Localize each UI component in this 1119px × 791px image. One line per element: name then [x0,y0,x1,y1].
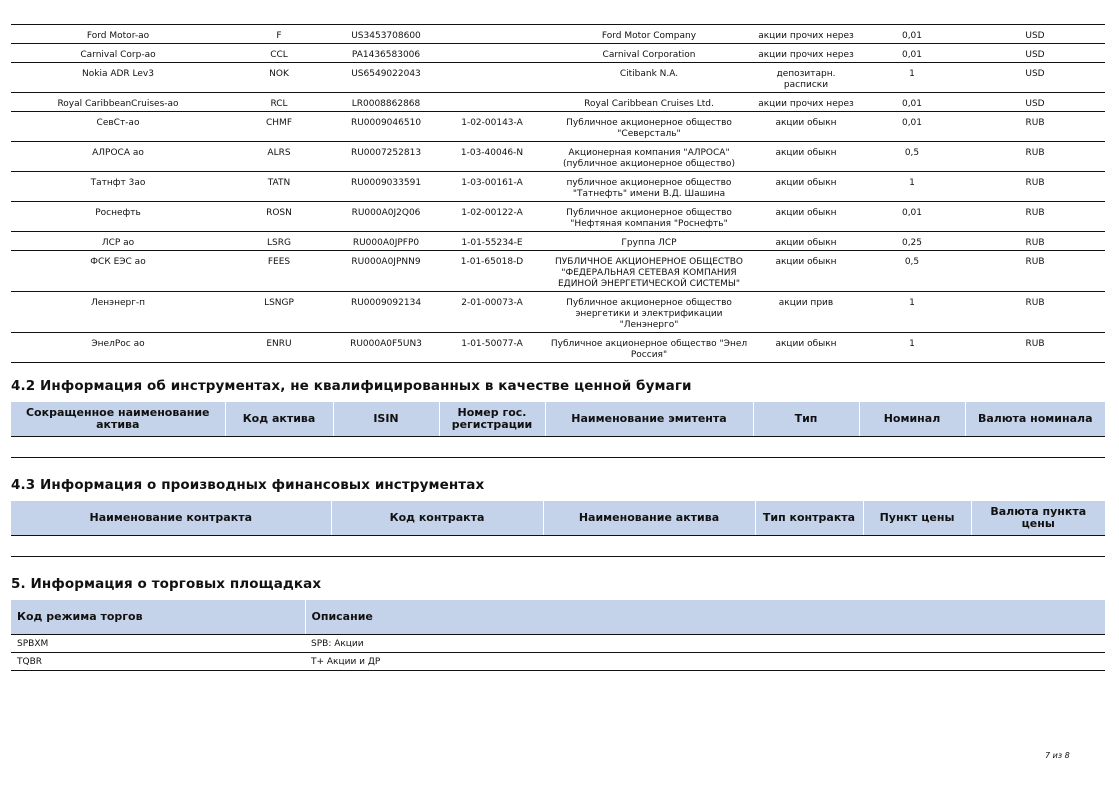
table-row [11,333,1105,363]
asset-type: акции обыкн [753,142,859,172]
table-row [11,232,1105,251]
registration-number [439,63,545,93]
col-header: Описание [305,600,1105,634]
asset-short-name: ФСК ЕЭС ао [11,251,225,292]
isin: RU0009092134 [333,292,439,333]
col-header: Наименование контракта [89,511,252,524]
assets-table-block [11,24,1105,363]
isin: RU000A0JPFP0 [333,232,439,251]
nominal-currency: RUB [965,333,1105,363]
asset-short-name: ЛСР ао [11,232,225,251]
issuer-name: Citibank N.A. [545,63,753,93]
venue-code: SPBXM [11,635,305,653]
nominal: 0,25 [859,232,965,251]
issuer-name: Акционерная компания "АЛРОСА" (публичное акционерное общество) [545,142,753,172]
col-header: Наименование актива [543,501,755,535]
issuer-name: Carnival Corporation [545,44,753,63]
col-header: Тип [753,402,859,436]
asset-short-name: Ford Motor-ао [11,25,225,44]
asset-type: акции обыкн [753,333,859,363]
asset-code: TATN [225,172,333,202]
issuer-name: Публичное акционерное общество "Нефтяная компания "Роснефть" [545,202,753,232]
asset-type: акции обыкн [753,232,859,251]
asset-short-name: ЭнелРос ао [11,333,225,363]
section-5-table [11,600,1105,671]
nominal: 0,01 [859,112,965,142]
issuer-name: публичное акционерное общество "Татнефть" имени В.Д. Шашина [545,172,753,202]
nominal: 0,01 [859,44,965,63]
col-header: Код контракта [331,501,543,535]
venue-description: SPB: Акции [305,635,1105,653]
nominal-currency: RUB [965,142,1105,172]
table-row [11,292,1105,333]
asset-type: акции обыкн [753,112,859,142]
section-5-title: 5. Информация о торговых площадках [11,576,322,592]
table-row [11,93,1105,112]
nominal: 0,5 [859,142,965,172]
registration-number: 1-02-00122-A [439,202,545,232]
section-4-3-title: 4.3 Информация о производных финансовых инструментах [11,477,485,493]
asset-type: акции прочих нерез [753,25,859,44]
issuer-name: Группа ЛСР [545,232,753,251]
table-row [11,44,1105,63]
nominal-currency: USD [965,63,1105,93]
asset-type: акции обыкн [753,251,859,292]
asset-code: F [225,25,333,44]
isin: RU000A0F5UN3 [333,333,439,363]
col-header: Сокращенное наименование актива [25,406,210,431]
table-row [11,202,1105,232]
col-header: Наименование эмитента [545,402,753,436]
issuer-name: Royal Caribbean Cruises Ltd. [545,93,753,112]
page-number: 7 из 8 [1045,751,1070,760]
empty-row [11,437,1105,458]
asset-type: депозитарн. расписки [753,63,859,93]
nominal-currency: RUB [965,292,1105,333]
registration-number: 1-03-40046-N [439,142,545,172]
asset-type: акции обыкн [753,202,859,232]
issuer-name: Публичное акционерное общество "Энел Россия" [545,333,753,363]
registration-number: 1-03-00161-A [439,172,545,202]
table-row [11,653,1105,671]
col-header: Валюта номинала [965,402,1105,436]
asset-code: LSNGP [225,292,333,333]
asset-code: CCL [225,44,333,63]
isin: RU0009033591 [333,172,439,202]
registration-number: 2-01-00073-A [439,292,545,333]
isin: US6549022043 [333,63,439,93]
registration-number: 1-01-50077-A [439,333,545,363]
asset-short-name: СевСт-ао [11,112,225,142]
asset-code: NOK [225,63,333,93]
registration-number [439,25,545,44]
asset-code: CHMF [225,112,333,142]
isin: RU0007252813 [333,142,439,172]
registration-number: 1-02-00143-A [439,112,545,142]
table-row [11,635,1105,653]
nominal: 0,01 [859,202,965,232]
isin: RU0009046510 [333,112,439,142]
col-header: Код актива [225,402,333,436]
table-row [11,142,1105,172]
asset-type: акции прив [753,292,859,333]
asset-code: FEES [225,251,333,292]
asset-code: ALRS [225,142,333,172]
issuer-name: Публичное акционерное общество энергетики и электрификации "Ленэнерго" [545,292,753,333]
registration-number [439,44,545,63]
asset-short-name: Carnival Corp-ао [11,44,225,63]
nominal-currency: RUB [965,172,1105,202]
nominal-currency: RUB [965,112,1105,142]
table-row [11,172,1105,202]
table-row [11,251,1105,292]
assets-table [11,24,1105,363]
venue-description: T+ Акции и ДР [305,653,1105,671]
issuer-name: ПУБЛИЧНОЕ АКЦИОНЕРНОЕ ОБЩЕСТВО "ФЕДЕРАЛЬНАЯ СЕТЕВАЯ КОМПАНИЯ ЕДИНОЙ ЭНЕРГЕТИЧЕСКОЙ СИСТЕМЫ" [545,251,753,292]
table-row [11,112,1105,142]
asset-short-name: Royal CaribbeanCruises-ао [11,93,225,112]
nominal: 1 [859,292,965,333]
nominal: 1 [859,333,965,363]
asset-code: ENRU [225,333,333,363]
asset-code: LSRG [225,232,333,251]
asset-short-name: АЛРОСА ао [11,142,225,172]
section-4-2-table [11,402,1105,458]
issuer-name: Публичное акционерное общество "Северсталь" [545,112,753,142]
registration-number [439,93,545,112]
nominal: 0,5 [859,251,965,292]
nominal-currency: USD [965,93,1105,112]
asset-short-name: Татнфт 3ао [11,172,225,202]
issuer-name: Ford Motor Company [545,25,753,44]
nominal: 0,01 [859,25,965,44]
asset-code: RCL [225,93,333,112]
isin: RU000A0JPNN9 [333,251,439,292]
nominal-currency: USD [965,25,1105,44]
registration-number: 1-01-65018-D [439,251,545,292]
nominal: 1 [859,172,965,202]
section-4-3-table [11,501,1105,557]
asset-type: акции прочих нерез [753,93,859,112]
isin: US3453708600 [333,25,439,44]
asset-code: ROSN [225,202,333,232]
table-row [11,63,1105,93]
col-header: Код режима торгов [17,610,143,623]
col-header: ISIN [333,402,439,436]
empty-row [11,536,1105,557]
nominal-currency: RUB [965,232,1105,251]
col-header: Пункт цены [863,501,971,535]
asset-type: акции прочих нерез [753,44,859,63]
asset-short-name: Ленэнерг-п [11,292,225,333]
asset-short-name: Роснефть [11,202,225,232]
isin: RU000A0J2Q06 [333,202,439,232]
nominal-currency: RUB [965,251,1105,292]
col-header: Валюта пункта цены [971,501,1105,535]
col-header: Номер гос. регистрации [439,402,545,436]
nominal-currency: RUB [965,202,1105,232]
registration-number: 1-01-55234-E [439,232,545,251]
nominal: 1 [859,63,965,93]
col-header: Тип контракта [755,501,863,535]
col-header: Номинал [859,402,965,436]
asset-type: акции обыкн [753,172,859,202]
isin: PA1436583006 [333,44,439,63]
isin: LR0008862868 [333,93,439,112]
asset-short-name: Nokia ADR Lev3 [11,63,225,93]
section-4-2-title: 4.2 Информация об инструментах, не квалифицированных в качестве ценной бумаги [11,378,692,394]
table-row [11,25,1105,44]
nominal: 0,01 [859,93,965,112]
venue-code: TQBR [11,653,305,671]
nominal-currency: USD [965,44,1105,63]
